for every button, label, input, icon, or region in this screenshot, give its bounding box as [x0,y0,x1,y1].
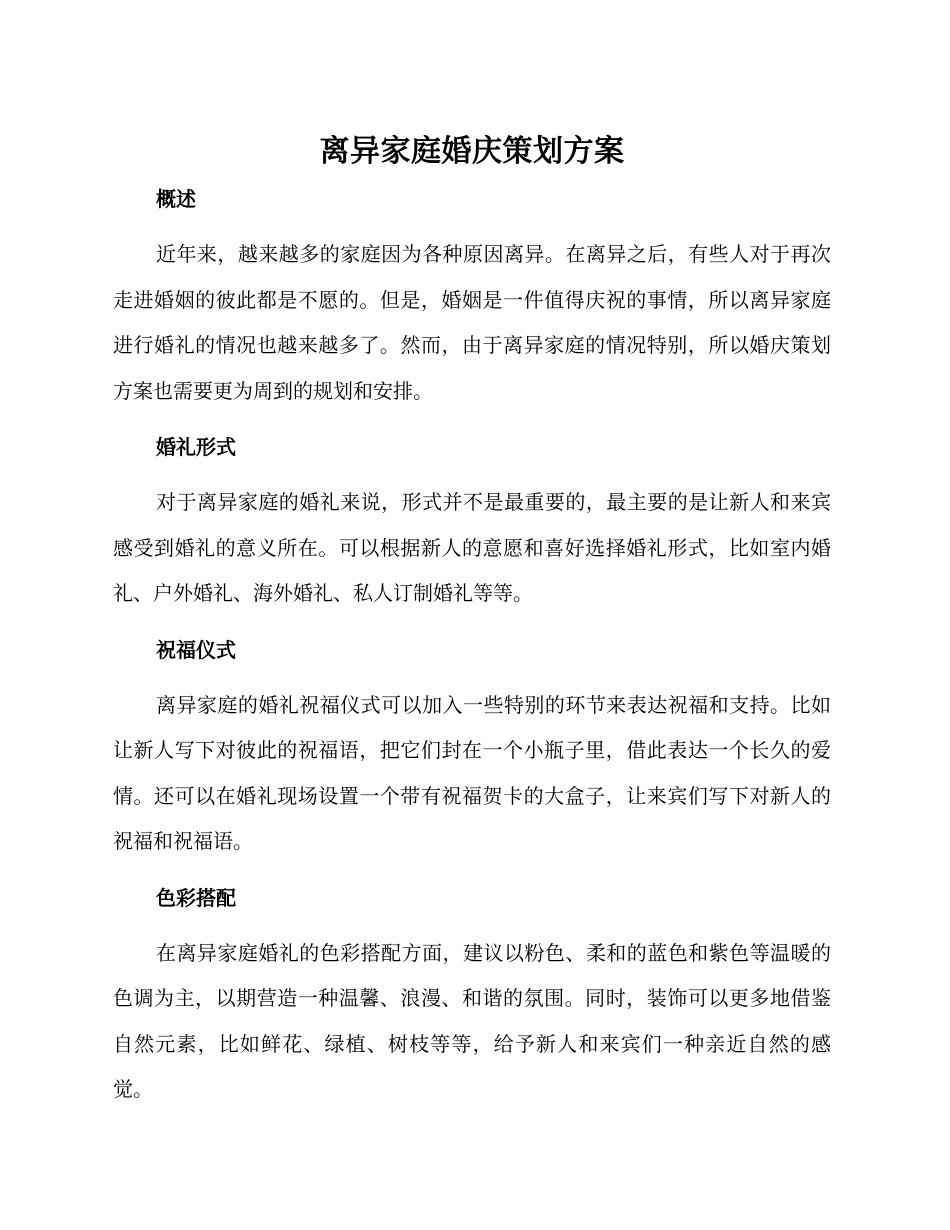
section-body-wedding-form: 对于离异家庭的婚礼来说，形式并不是最重要的，最主要的是让新人和来宾感受到婚礼的意义所在。可以根据新人的意愿和喜好选择婚礼形式，比如室内婚礼、户外婚礼、海外婚礼、私人订制婚礼等等。 [113,490,831,605]
document-title: 离异家庭婚庆策划方案 [319,134,625,169]
section-body-blessing-ceremony: 离异家庭的婚礼祝福仪式可以加入一些特别的环节来表达祝福和支持。比如让新人写下对彼此的祝福语，把它们封在一个小瓶子里，借此表达一个长久的爱情。还可以在婚礼现场设置一个带有祝福贺卡的大盒子，让来宾们写下对新人的祝福和祝福语。 [113,692,831,853]
section-body-overview: 近年来，越来越多的家庭因为各种原因离异。在离异之后，有些人对于再次走进婚姻的彼此都是不愿的。但是，婚姻是一件值得庆祝的事情，所以离异家庭进行婚礼的情况也越来越多了。然而，由于离异家庭的情况特别，所以婚庆策划方案也需要更为周到的规划和安排。 [113,242,831,403]
section-heading-blessing-ceremony: 祝福仪式 [156,637,236,662]
section-body-color-scheme: 在离异家庭婚礼的色彩搭配方面，建议以粉色、柔和的蓝色和紫色等温暖的色调为主，以期营造一种温馨、浪漫、和谐的氛围。同时，装饰可以更多地借鉴自然元素，比如鲜花、绿植、树枝等等，给予新人和来宾们一种亲近自然的感觉。 [113,940,831,1101]
section-heading-wedding-form: 婚礼形式 [156,435,236,459]
document-page [113,126,831,1113]
section-heading-color-scheme: 色彩搭配 [156,885,236,910]
section-heading-overview: 概述 [156,187,196,211]
